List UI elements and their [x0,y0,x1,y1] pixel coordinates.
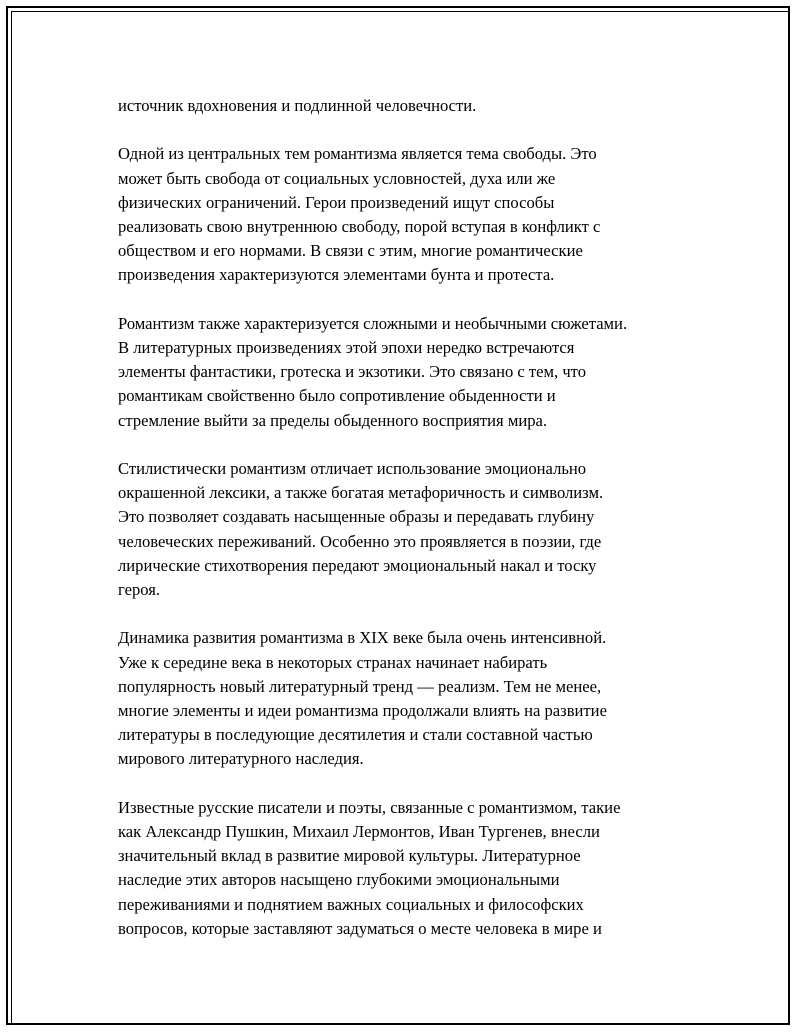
text-line: Романтизм также характеризуется сложными и необычными сюжетами. [118,313,628,333]
text-line: Стилистически романтизм отличает использование эмоционально [118,459,587,478]
text-line: мирового литературного наследия. [118,749,364,769]
paragraph-3 [118,312,698,433]
text-line: Уже к середине века в некоторых странах начинает набирать [118,652,548,672]
text-line: как Александр Пушкин, Михаил Лермонтов, Иван Тургенев, внесли [118,822,600,842]
text-line: значительный вклад в развитие мировой культуры. Литературное [118,846,581,866]
text-line: произведения характеризуются элементами бунта и протеста. [118,265,555,285]
paragraph-5 [118,626,698,771]
text-line: литературы в последующие десятилетия и стали составной частью [118,725,593,745]
text-line: вопросов, которые заставляют задуматься о месте человека в мире и [118,918,602,938]
text-line: многие элементы и идеи романтизма продолжали влиять на развитие [118,701,607,721]
document-body [118,94,698,965]
text-line: может быть свобода от социальных условностей, духа или же [118,168,556,188]
text-line: стремление выйти за пределы обыденного восприятия мира. [118,410,548,430]
text-line: источник вдохновения и подлинной человечности. [118,96,477,115]
text-line: Известные русские писатели и поэты, связанные с романтизмом, такие [118,797,621,817]
text-line: героя. [118,580,161,600]
text-line: окрашенной лексики, а также богатая метафоричность и символизм. [118,483,604,503]
text-line: Это позволяет создавать насыщенные образы и передавать глубину [118,507,595,527]
text-line: В литературных произведениях этой эпохи нередко встречаются [118,338,575,357]
text-line: реализовать свою внутреннюю свободу, порой вступая в конфликт с [118,217,601,236]
text-line: лирические стихотворения передают эмоциональный накал и тоску [118,555,597,575]
text-line: человеческих переживаний. Особенно это проявляется в поэзии, где [118,531,602,551]
text-line: Динамика развития романтизма в XIX веке была очень интенсивной. [118,628,607,648]
text-line: обществом и его нормами. В связи с этим, многие романтические [118,241,583,261]
text-line: переживаниями и поднятием важных социальных и философских [118,894,584,914]
paragraph-2 [118,142,698,287]
paragraph-6 [118,796,698,941]
paragraph-1 [118,94,698,118]
text-line: популярность новый литературный тренд — реализм. Тем не менее, [118,676,602,696]
text-line: физических ограничений. Герои произведений ищут способы [118,192,555,212]
paragraph-4 [118,457,698,602]
text-line: Одной из центральных тем романтизма является тема свободы. Это [118,144,597,164]
text-line: элементы фантастики, гротеска и экзотики. Это связано с тем, что [118,362,587,382]
text-line: романтикам свойственно было сопротивление обыденности и [118,386,556,406]
text-line: наследие этих авторов насыщено глубокими эмоциональными [118,870,560,890]
